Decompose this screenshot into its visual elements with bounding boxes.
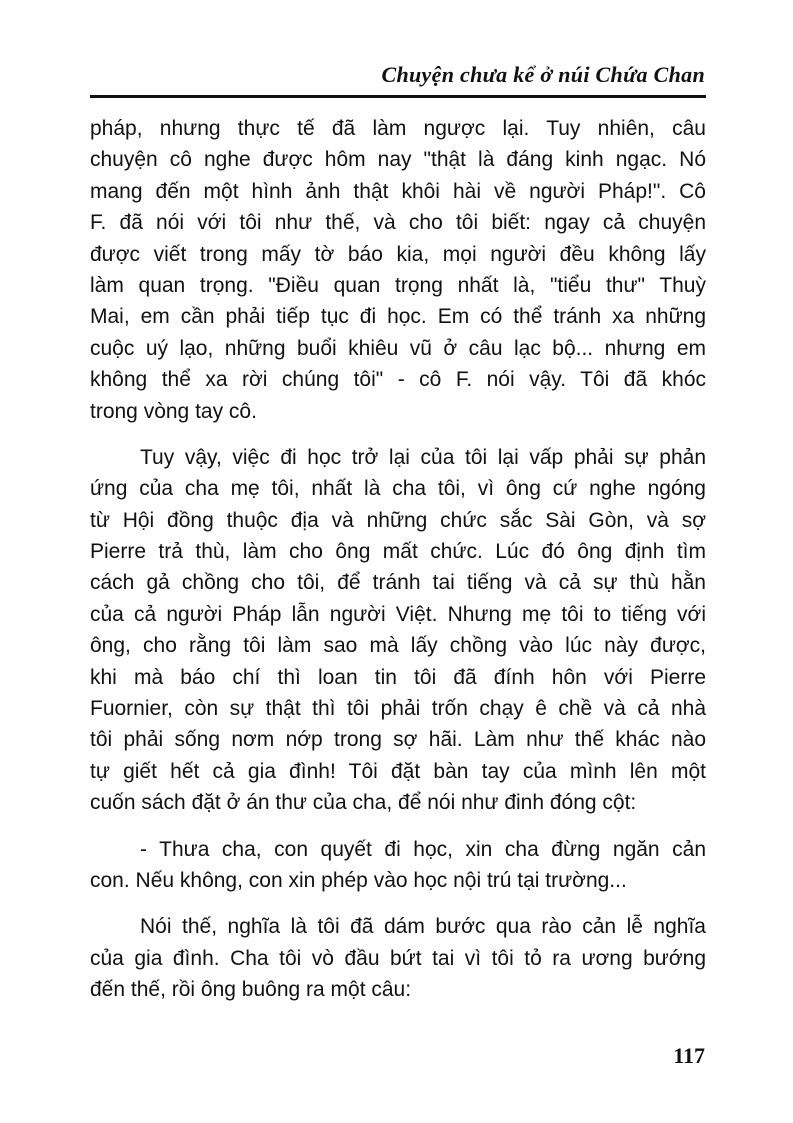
page-number: 117 [673,1043,705,1068]
paragraph [90,911,706,1005]
text-line: được viết trong mấy tờ báo kia, mọi người đều không lấy [90,242,706,266]
text-line: chuyện cô nghe được hôm nay "thật là đáng kinh ngạc. Nó [90,148,706,172]
text-line: trong vòng tay cô. [90,399,257,423]
text-line: của cả người Pháp lẫn người Việt. Nhưng mẹ tôi to tiếng với [90,602,706,626]
text-line: từ Hội đồng thuộc địa và những chức sắc Sài Gòn, và sợ [90,508,706,532]
text-line: đến thế, rồi ông buông ra một câu: [90,978,412,1002]
text-line: ông, cho rằng tôi làm sao mà lấy chồng vào lúc này được, [90,634,706,658]
text-line: cách gả chồng cho tôi, để tránh tai tiếng và cả sự thù hằn [90,571,706,595]
text-line: mang đến một hình ảnh thật khôi hài về người Pháp!". Cô [90,179,706,203]
text-line: F. đã nói với tôi như thế, và cho tôi biết: ngay cả chuyện [90,211,706,235]
paragraph [90,442,706,819]
text-line: Tuy vậy, việc đi học trở lại của tôi lại vấp phải sự phản [140,445,706,469]
text-line: khi mà báo chí thì loan tin tôi đã đính hôn với Pierre [90,665,706,689]
text-line: con. Nếu không, con xin phép vào học nội trú tại trường... [90,868,627,892]
text-line: tự giết hết cả gia đình! Tôi đặt bàn tay của mình lên một [90,759,706,783]
text-line: pháp, nhưng thực tế đã làm ngược lại. Tuy nhiên, câu [90,117,706,140]
text-line: cuộc uý lạo, những buổi khiêu vũ ở câu lạc bộ... nhưng em [90,336,706,360]
paragraph [90,834,706,897]
text-line: không thể xa rời chúng tôi" - cô F. nói vậy. Tôi đã khóc [90,368,706,392]
text-line: Fuornier, còn sự thật thì tôi phải trốn chạy ê chề và cả nhà [90,697,706,721]
running-header: Chuyện chưa kể ở núi Chứa Chan [381,62,705,87]
text-line: Nói thế, nghĩa là tôi đã dám bước qua rào cản lễ nghĩa [140,915,706,939]
text-line: của gia đình. Cha tôi vò đầu bứt tai vì tôi tỏ ra ương bướng [90,946,706,970]
text-line: Pierre trả thù, làm cho ông mất chức. Lúc đó ông định tìm [90,540,706,564]
text-line: tôi phải sống nơm nớp trong sợ hãi. Làm như thế khác nào [90,728,706,752]
text-line: Mai, em cần phải tiếp tục đi học. Em có thể tránh xa những [90,305,706,329]
text-line: ứng của cha mẹ tôi, nhất là cha tôi, vì ông cứ nghe ngóng [90,477,706,501]
text-line: cuốn sách đặt ở án thư của cha, để nói như đinh đóng cột: [90,791,637,815]
body-text [90,113,706,1021]
text-line: làm quan trọng. "Điều quan trọng nhất là, "tiểu thư" Thuỳ [90,273,706,297]
header-rule [90,95,706,98]
text-line: - Thưa cha, con quyết đi học, xin cha đừng ngăn cản [140,837,706,861]
paragraph [90,113,706,427]
